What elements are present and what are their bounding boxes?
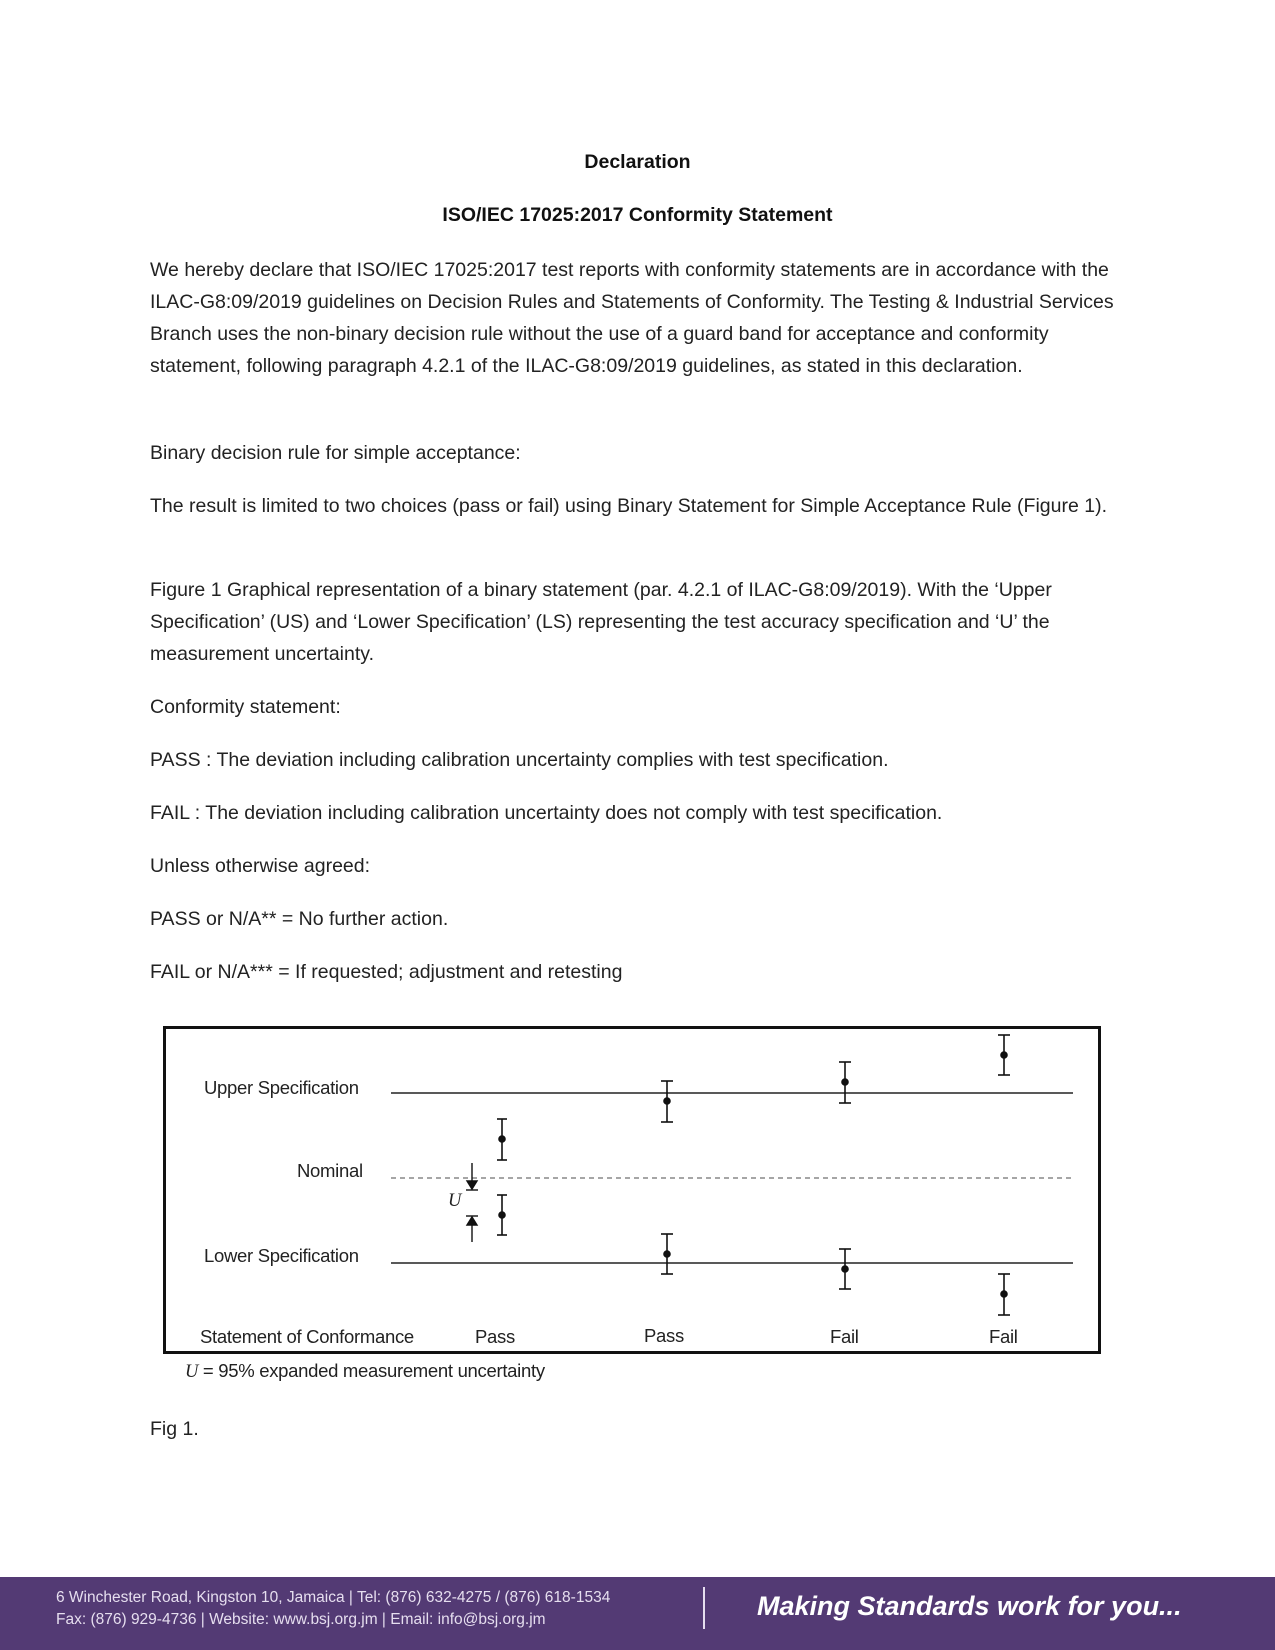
caption-u-symbol: U: [185, 1362, 199, 1382]
nominal-label: Nominal: [297, 1160, 363, 1181]
statement-fail-2: Fail: [989, 1326, 1018, 1347]
footer-slogan: Making Standards work for you...: [757, 1591, 1182, 1621]
conformity-statement-heading: Conformity statement:: [150, 696, 341, 718]
unless-agreed-heading: Unless otherwise agreed:: [150, 855, 371, 877]
caption-u-text: = 95% expanded measurement uncertainty: [198, 1360, 545, 1381]
error-bar-fail-1b: [839, 1249, 851, 1289]
statement-pass-1: Pass: [475, 1326, 515, 1347]
lower-specification-label: Lower Specification: [204, 1245, 359, 1266]
error-bar-fail-1a: [839, 1062, 851, 1103]
footer-address-line-1: 6 Winchester Road, Kingston 10, Jamaica | Tel: (876) 632-4275 / (876) 618-1534: [56, 1589, 611, 1606]
pass-definition: PASS : The deviation including calibration uncertainty complies with test specification.: [150, 749, 889, 771]
figure-1-diagram: [163, 1026, 1101, 1354]
error-bar-fail-2a: [998, 1035, 1010, 1075]
error-bar-pass-2b: [661, 1234, 673, 1274]
document-subheading: ISO/IEC 17025:2017 Conformity Statement: [442, 204, 833, 226]
uncertainty-arrows: [466, 1163, 478, 1242]
statement-of-conformance-label: Statement of Conformance: [200, 1326, 414, 1347]
error-bar-pass-2a: [661, 1081, 673, 1122]
footer-bar: [0, 1577, 1275, 1650]
error-bar-pass-1a: [497, 1119, 507, 1160]
statement-fail-1: Fail: [830, 1326, 859, 1347]
figure-label: Fig 1.: [150, 1418, 199, 1440]
intro-paragraph: We hereby declare that ISO/IEC 17025:2017 test reports with conformity statements are in accordance with the ILAC-G8:09/2019 guidelines on Decision Rules and Statements of Conformity. The Testing & Industrial Services Branch uses the non-binary decision rule without the use of a guard band for acceptance and conformity statement, following paragraph 4.2.1 of the ILAC-G8:09/2019 guidelines, as stated in this declaration.: [150, 259, 1114, 377]
fail-action-line: FAIL or N/A*** = If requested; adjustment and retesting: [150, 961, 623, 983]
figure-1-graphics: [166, 1029, 1098, 1351]
error-bar-pass-1b: [497, 1195, 507, 1235]
binary-rule-paragraph: The result is limited to two choices (pass or fail) using Binary Statement for Simple Acceptance Rule (Figure 1).: [150, 495, 1107, 517]
footer-divider: [703, 1587, 705, 1629]
figure-caption-uncertainty: [185, 1360, 545, 1383]
document-heading: Declaration: [584, 151, 691, 173]
upper-specification-label: Upper Specification: [204, 1077, 359, 1098]
uncertainty-u-label: U: [448, 1191, 462, 1211]
fail-definition: FAIL : The deviation including calibration uncertainty does not comply with test specification.: [150, 802, 943, 824]
pass-action-line: PASS or N/A** = No further action.: [150, 908, 449, 930]
binary-rule-heading: Binary decision rule for simple acceptance:: [150, 442, 521, 464]
figure-description-paragraph: Figure 1 Graphical representation of a binary statement (par. 4.2.1 of ILAC-G8:09/2019). With the ‘Upper Specification’ (US) and ‘Lower Specification’ (LS) representing the test accuracy specification and ‘U’ the measurement uncertainty.: [150, 579, 1052, 665]
footer-address-line-2: Fax: (876) 929-4736 | Website: www.bsj.org.jm | Email: info@bsj.org.jm: [56, 1611, 546, 1628]
error-bar-fail-2b: [998, 1274, 1010, 1315]
statement-pass-2: Pass: [644, 1325, 684, 1346]
